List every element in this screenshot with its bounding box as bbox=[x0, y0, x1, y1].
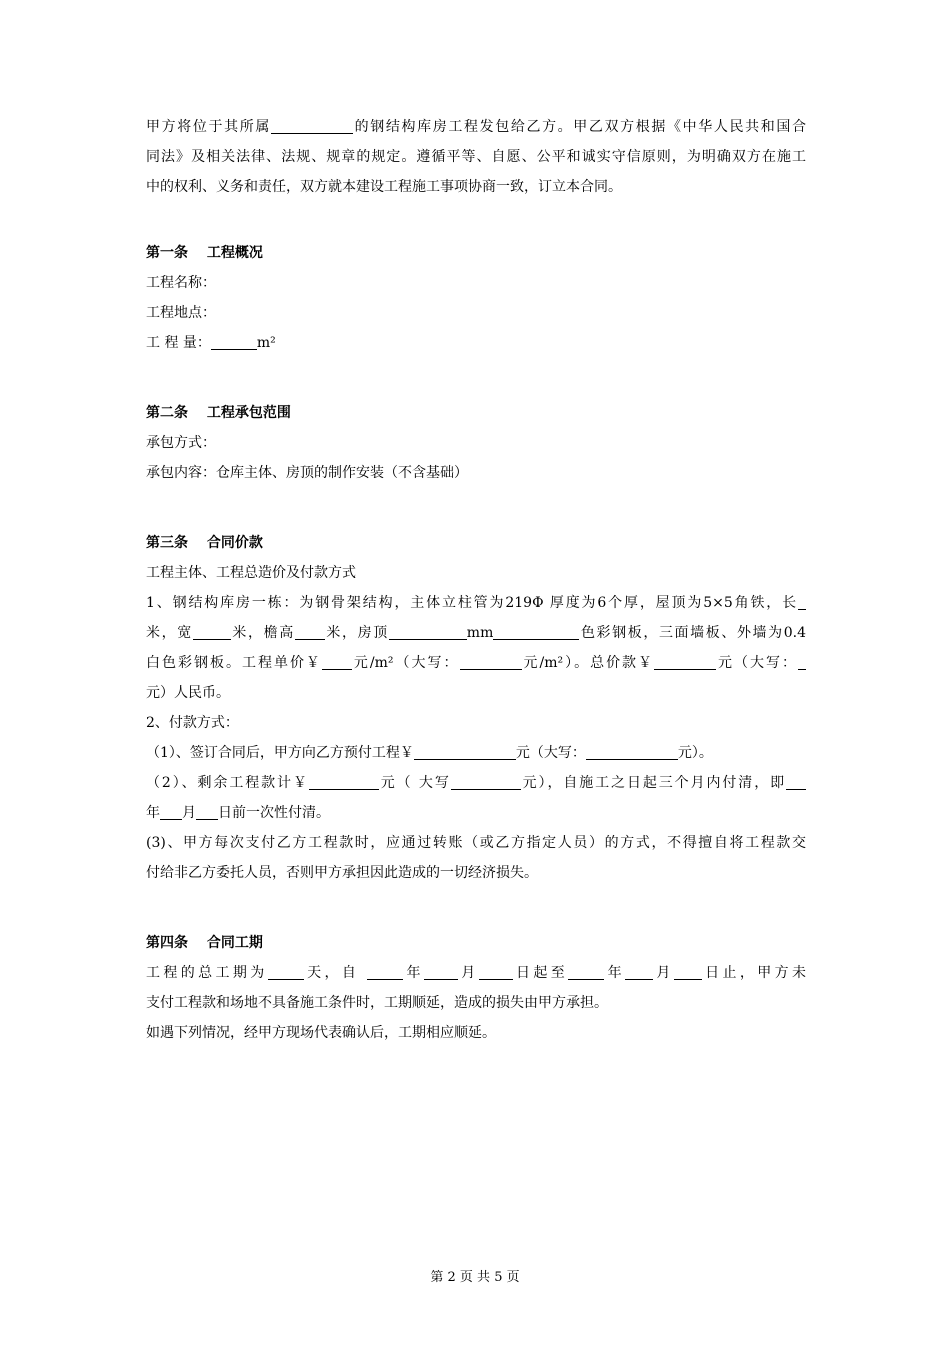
start-month-blank bbox=[424, 963, 458, 980]
total-price-words-blank bbox=[798, 653, 806, 670]
intro-line-2: 同法》及相关法律、法规、规章的规定。遵循平等、自愿、公平和诚实守信原则，为明确双方在施工 bbox=[146, 149, 806, 165]
payment-3-line-1: (3)、甲方每次支付乙方工程款时，应通过转账（或乙方指定人员）的方式，不得擅自将工程款交 bbox=[146, 835, 806, 851]
end-month-blank bbox=[625, 963, 653, 980]
price-subtitle: 工程主体、工程总造价及付款方式 bbox=[146, 565, 356, 581]
project-quantity-line bbox=[146, 328, 806, 358]
payment-text: 元（大写： bbox=[515, 745, 586, 761]
duration-line-1 bbox=[146, 958, 806, 988]
start-year-blank bbox=[367, 963, 403, 980]
page-number-footer: 第 2 页 共 5 页 bbox=[430, 1270, 520, 1285]
item1-text: 米，房顶 bbox=[324, 625, 389, 641]
item1-text: 米，檐高 bbox=[230, 625, 295, 641]
intro-text: 的钢结构库房工程发包给乙方。甲乙双方根据《中华人民共和国合 bbox=[352, 119, 807, 135]
total-price-blank bbox=[654, 653, 716, 670]
intro-line-1 bbox=[146, 112, 806, 142]
remaining-words-blank bbox=[451, 773, 521, 790]
item1-text: 色彩钢板，三面墙板、外墙为0.4 bbox=[579, 625, 807, 641]
width-blank bbox=[193, 623, 231, 640]
advance-payment-blank bbox=[414, 743, 516, 760]
unit-price-words-blank bbox=[460, 653, 522, 670]
article3-title: 第三条 合同价款 bbox=[146, 535, 263, 551]
duration-text: 日起至 bbox=[512, 965, 569, 981]
contract-content-line: 承包内容：仓库主体、房顶的制作安装（不含基础） bbox=[146, 465, 468, 481]
item1-line-3 bbox=[146, 648, 806, 678]
total-days-blank bbox=[268, 963, 304, 980]
end-day-blank bbox=[674, 963, 702, 980]
duration-text: 月 bbox=[652, 965, 674, 981]
item1-text: 白色彩钢板。工程单价￥ bbox=[146, 655, 322, 671]
item1-text: 1、钢结构库房一栋：为钢骨架结构，主体立柱管为219Φ 厚度为6个厚，屋顶为5×5角铁，长 bbox=[146, 595, 798, 611]
duration-text: 年 bbox=[604, 965, 625, 981]
quantity-blank bbox=[211, 333, 257, 350]
payoff-month-blank bbox=[160, 803, 182, 820]
intro-text: 甲方将位于其所属 bbox=[146, 119, 271, 135]
article2-title: 第二条 工程承包范围 bbox=[146, 405, 291, 421]
payment-text: 元）。 bbox=[677, 745, 713, 761]
item1-line-4: 元）人民币。 bbox=[146, 685, 230, 701]
item1-line-1 bbox=[146, 588, 806, 618]
duration-text: 工程的总工期为 bbox=[146, 965, 268, 981]
unit-price-blank bbox=[322, 653, 352, 670]
item1-text: 元/m²）。总价款￥ bbox=[521, 655, 655, 671]
project-location-label: 工程地点： bbox=[146, 305, 216, 321]
item1-text: 元（大写： bbox=[716, 655, 799, 671]
payment-1-line bbox=[146, 738, 806, 768]
payment-3-line-2: 付给非乙方委托人员，否则甲方承担因此造成的一切经济损失。 bbox=[146, 865, 538, 881]
contract-body bbox=[146, 112, 806, 1048]
remaining-amount-blank bbox=[309, 773, 379, 790]
article1-title: 第一条 工程概况 bbox=[146, 245, 263, 261]
duration-text: 月 bbox=[457, 965, 479, 981]
roof-thickness-blank bbox=[389, 623, 467, 640]
quantity-label: 工 程 量： bbox=[146, 335, 211, 351]
item1-line-2 bbox=[146, 618, 806, 648]
duration-text: 日止，甲方未 bbox=[701, 965, 807, 981]
payment-text: 年 bbox=[146, 805, 160, 821]
payment-text: （2）、剩余工程款计￥ bbox=[146, 775, 309, 791]
advance-words-blank bbox=[586, 743, 678, 760]
payment-text: 元（ 大写 bbox=[378, 775, 451, 791]
start-day-blank bbox=[479, 963, 513, 980]
payment-text: 元），自施工之日起三个月内付清，即 bbox=[520, 775, 786, 791]
length-blank bbox=[798, 593, 806, 610]
payoff-day-blank bbox=[196, 803, 218, 820]
payment-text: 月 bbox=[182, 805, 196, 821]
duration-text: 年 bbox=[403, 965, 424, 981]
payment-method-title: 2、付款方式： bbox=[146, 715, 239, 731]
roof-color-blank bbox=[493, 623, 579, 640]
payoff-year-blank bbox=[786, 773, 806, 790]
end-year-blank bbox=[568, 963, 604, 980]
contract-mode-label: 承包方式： bbox=[146, 435, 216, 451]
project-name-label: 工程名称： bbox=[146, 275, 216, 291]
quantity-unit: m² bbox=[256, 335, 276, 351]
payment-text: 日前一次性付清。 bbox=[218, 805, 330, 821]
item1-text: 米，宽 bbox=[146, 625, 193, 641]
duration-text: 天，自 bbox=[303, 965, 368, 981]
intro-line-3: 中的权利、义务和责任，双方就本建设工程施工事项协商一致，订立本合同。 bbox=[146, 179, 622, 195]
item1-text: 元/m²（大写： bbox=[351, 655, 460, 671]
payment-text: （1）、签订合同后，甲方向乙方预付工程￥ bbox=[146, 745, 414, 761]
payment-2-line-1 bbox=[146, 768, 806, 798]
duration-line-3: 如遇下列情况，经甲方现场代表确认后，工期相应顺延。 bbox=[146, 1025, 496, 1041]
duration-line-2: 支付工程款和场地不具备施工条件时，工期顺延，造成的损失由甲方承担。 bbox=[146, 995, 608, 1011]
eave-height-blank bbox=[295, 623, 325, 640]
article4-title: 第四条 合同工期 bbox=[146, 935, 263, 951]
item1-text: mm bbox=[466, 625, 494, 641]
payment-2-line-2 bbox=[146, 798, 806, 828]
project-owner-blank bbox=[271, 117, 353, 134]
